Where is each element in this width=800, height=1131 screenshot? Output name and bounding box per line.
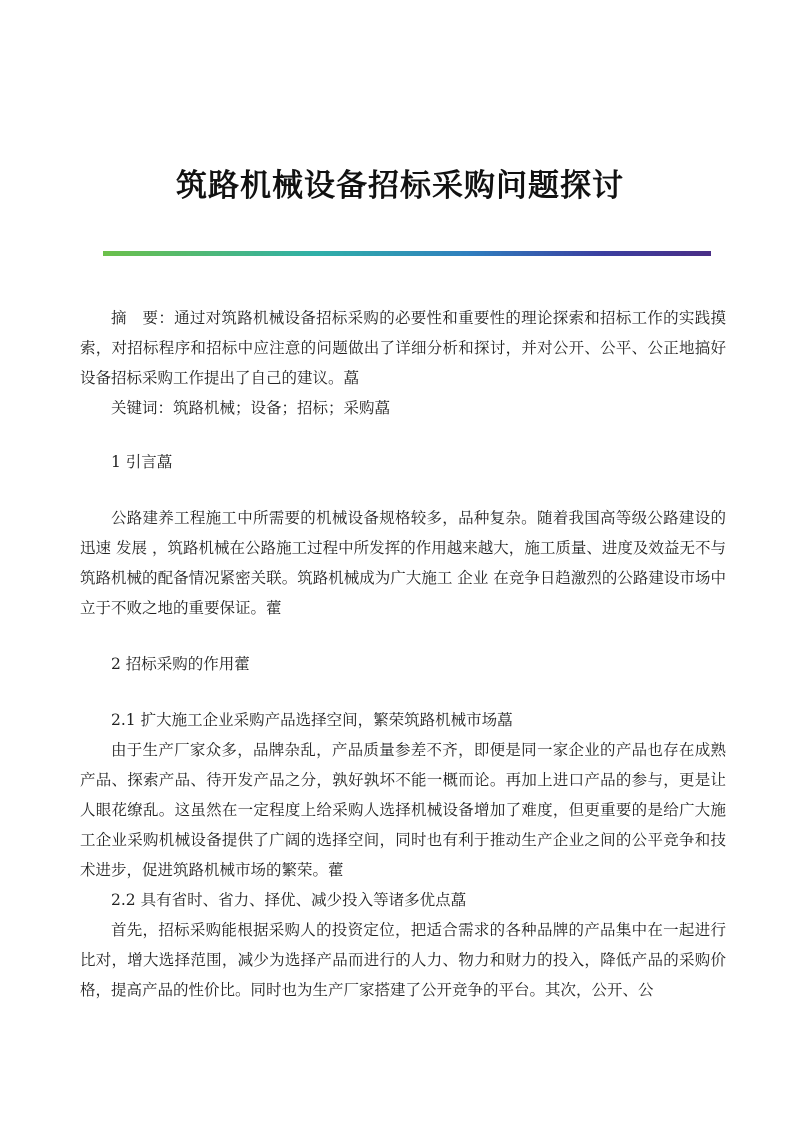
spacer — [80, 477, 726, 503]
document-title: 筑路机械设备招标采购问题探讨 — [176, 168, 624, 204]
section-1-paragraph: 公路建养工程施工中所需要的机械设备规格较多，品种复杂。随着我国高等级公路建设的迅速 发展 ，筑路机械在公路施工过程中所发挥的作用越来越大，施工质量、进度及效益无不与筑路机械的配备情况紧密关联。筑路机械成为广大施工 企业 在竞争日趋激烈的公路建设市场中立于不败之地的重要保证。藿 — [80, 509, 726, 617]
spacer — [80, 423, 726, 447]
document-body — [80, 303, 726, 1005]
section-2-2-paragraph: 首先，招标采购能根据采购人的投资定位，把适合需求的各种品牌的产品集中在一起进行比对，增大选择范围，减少为选择产品而进行的人力、物力和财力的投入，降低产品的采购价格，提高产品的性价比。同时也为生产厂家搭建了公开竞争的平台。其次，公开、公 — [80, 921, 726, 999]
section-2-1-paragraph: 由于生产厂家众多，品牌杂乱，产品质量参差不齐，即便是同一家企业的产品也存在成熟产品、探索产品、待开发产品之分，孰好孰坏不能一概而论。再加上进口产品的参与，更是让人眼花缭乱。这虽然在一定程度上给采购人选择机械设备增加了难度，但更重要的是给广大施工企业采购机械设备提供了广阔的选择空间，同时也有利于推动生产企业之间的公平竞争和技术进步，促进筑路机械市场的繁荣。藿 — [80, 741, 726, 879]
spacer — [80, 679, 726, 705]
section-2-heading: 2 招标采购的作用藿 — [111, 655, 250, 673]
abstract-paragraph: 摘 要：通过对筑路机械设备招标采购的必要性和重要性的理论探索和招标工作的实践摸索，对招标程序和招标中应注意的问题做出了详细分析和探讨，并对公开、公平、公正地搞好设备招标采购工作提出了自己的建议。藠 — [80, 309, 726, 387]
spacer — [80, 623, 726, 649]
title-divider — [103, 251, 711, 256]
keywords-line: 关键词：筑路机械；设备；招标；采购藠 — [111, 399, 391, 417]
section-2-2-heading: 2.2 具有省时、省力、择优、减少投入等诸多优点藠 — [111, 891, 467, 909]
section-2-1-heading: 2.1 扩大施工企业采购产品选择空间，繁荣筑路机械市场藠 — [111, 711, 513, 729]
section-1-heading: 1 引言藠 — [111, 453, 173, 471]
